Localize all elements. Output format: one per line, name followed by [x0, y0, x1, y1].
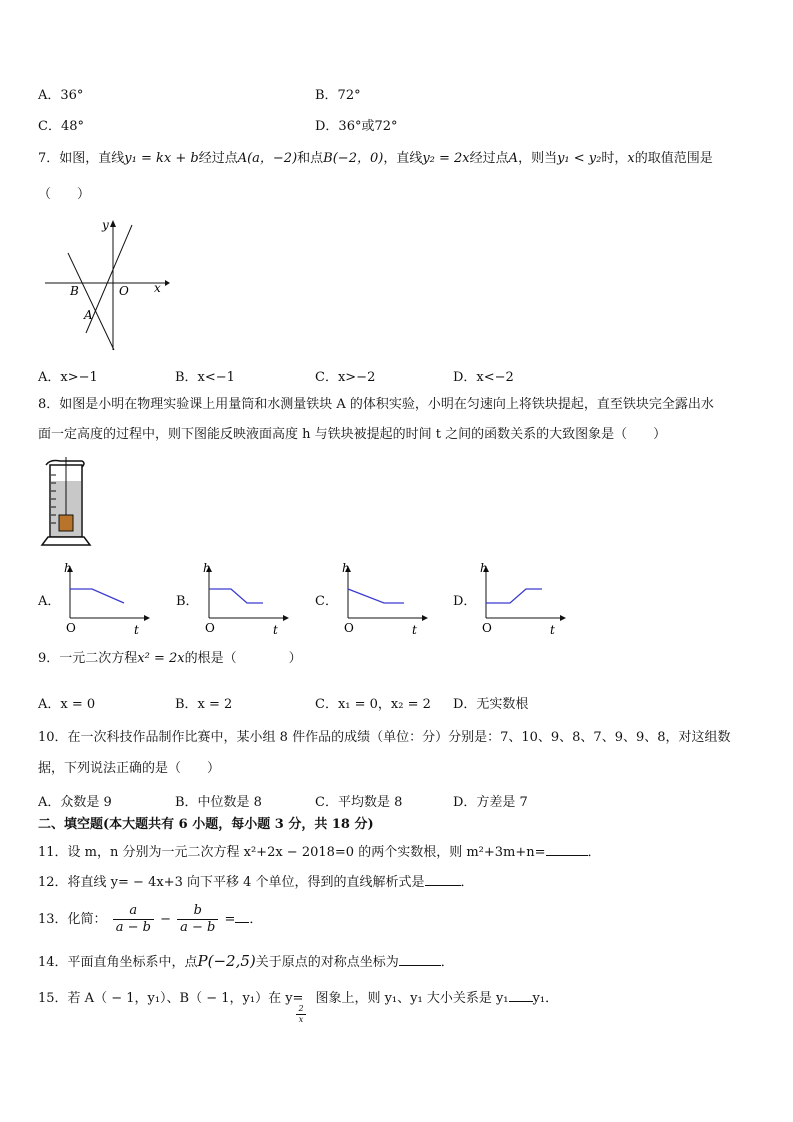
svg-text:t: t — [134, 623, 139, 637]
q8-option-c-letter: C． — [315, 594, 338, 609]
graph-c-line — [348, 589, 404, 603]
q8-graph-b — [201, 560, 293, 638]
q7-figure — [40, 215, 170, 355]
cylinder-base — [42, 537, 90, 545]
q10-option-c: C．平均数是 8 — [315, 795, 403, 810]
q12-blank — [425, 885, 461, 886]
section2-title: 二、填空题(本大题共有 6 小题，每小题 3 分，共 18 分) — [38, 817, 374, 832]
q7-option-b: B．x<−1 — [175, 370, 235, 385]
graph-d-line — [486, 589, 542, 603]
svg-text:h: h — [480, 561, 488, 575]
q8-graph-d — [478, 560, 570, 638]
q15-stem: 15．若 A（ − 1，y₁）、B（ − 1，y₁）在 y= 图象上，则 y₁、y₁ 大小关系是 y₁ y₁． — [38, 991, 559, 1006]
q11-stem: 11．设 m，n 分别为一元二次方程 x²+2x − 2018=0 的两个实数根，则 m²+3m+n= ． — [38, 845, 601, 860]
x-axis-arrow — [165, 280, 170, 286]
q10-line2: 据，下列说法正确的是（ ） — [38, 761, 221, 776]
q8-option-a-letter: A． — [38, 594, 61, 609]
q12-stem: 12．将直线 y= − 4x+3 向下平移 4 个单位，得到的直线解析式是 ． — [38, 875, 474, 890]
q9-stem: 9．一元二次方程x² = 2x的根是（ ） — [38, 651, 302, 666]
graph-a-line — [70, 589, 124, 603]
fig7-label-y: y — [102, 218, 109, 232]
q7-option-c: C．x>−2 — [315, 370, 376, 385]
q11-blank — [546, 855, 588, 856]
svg-text:O: O — [205, 621, 215, 635]
q15-fraction: 2 x — [296, 1004, 306, 1025]
q8-option-b-letter: B． — [176, 594, 199, 609]
graph-b-line — [209, 589, 263, 603]
svg-text:O: O — [66, 621, 76, 635]
fig7-label-o: O — [119, 284, 129, 298]
q8-graph-c — [340, 560, 432, 638]
q14-blank — [399, 965, 441, 966]
q13-fraction-2: $\frac{b}{a - b}$ — [177, 903, 218, 936]
q7-stem: 7．如图，直线y₁ = kx + b经过点A(a，−2)和点B(−2，0)，直线y₂ = 2x经过点A，则当y₁ < y₂时，x的取值范围是 — [38, 151, 713, 166]
q8-line1: 8．如图是小明在物理实验课上用量筒和水测量铁块 A 的体积实验，小明在匀速向上将铁块提起，直至铁块完全露出水 — [38, 397, 714, 412]
iron-block — [59, 515, 73, 531]
q7-option-a: A．x>−1 — [38, 370, 98, 385]
q10-option-b: B．中位数是 8 — [175, 795, 262, 810]
q6-option-b: B．72° — [315, 88, 361, 103]
q9-option-c: C．x₁ = 0，x₂ = 2 — [315, 697, 431, 712]
q8-option-d-letter: D． — [453, 594, 477, 609]
q14-stem: 14．平面直角坐标系中，点P(−2,5)关于原点的对称点坐标为 ． — [38, 952, 454, 970]
q13-stem: 13．化简： $\frac{a}{a - b}$ − $\frac{b}{a - b}$ = ． — [38, 903, 263, 935]
fig7-label-b: B — [70, 284, 79, 298]
q9-option-b: B．x = 2 — [175, 697, 233, 712]
svg-text:O: O — [482, 621, 492, 635]
svg-text:O: O — [344, 621, 354, 635]
q10-line1: 10．在一次科技作品制作比赛中，某小组 8 件作品的成绩（单位：分）分别是：7、10、9、8、7、9、9、8，对这组数 — [38, 730, 731, 745]
svg-text:t: t — [412, 623, 417, 637]
fig7-label-x: x — [154, 281, 161, 295]
svg-text:t: t — [273, 623, 278, 637]
q8-graph-a — [62, 560, 154, 638]
fig7-label-a: A — [84, 308, 93, 322]
svg-text:t: t — [550, 623, 555, 637]
q6-option-a: A．36° — [38, 88, 84, 103]
q13-fraction-1: $\frac{a}{a - b}$ — [113, 903, 154, 936]
svg-text:h: h — [342, 561, 350, 575]
q7-paren: （ ） — [38, 187, 91, 202]
q9-option-a: A．x = 0 — [38, 697, 96, 712]
q9-option-d: D．无实数根 — [453, 697, 529, 712]
q7-option-d: D．x<−2 — [453, 370, 514, 385]
q13-blank — [235, 922, 249, 923]
q10-option-a: A．众数是 9 — [38, 795, 112, 810]
q15-blank — [509, 1001, 533, 1002]
q6-option-d: D．36°或72° — [315, 119, 398, 134]
q10-option-d: D．方差是 7 — [453, 795, 528, 810]
y-axis-arrow — [110, 220, 116, 227]
svg-text:h: h — [203, 561, 211, 575]
q8-line2: 面一定高度的过程中，则下图能反映液面高度 h 与铁块被提起的时间 t 之间的函数关系的大致图象是（ ） — [38, 427, 667, 442]
line-y1 — [68, 253, 114, 350]
q6-option-c: C．48° — [38, 119, 84, 134]
svg-text:h: h — [64, 561, 72, 575]
line-y2 — [86, 225, 132, 333]
q8-cylinder-figure — [38, 457, 98, 549]
